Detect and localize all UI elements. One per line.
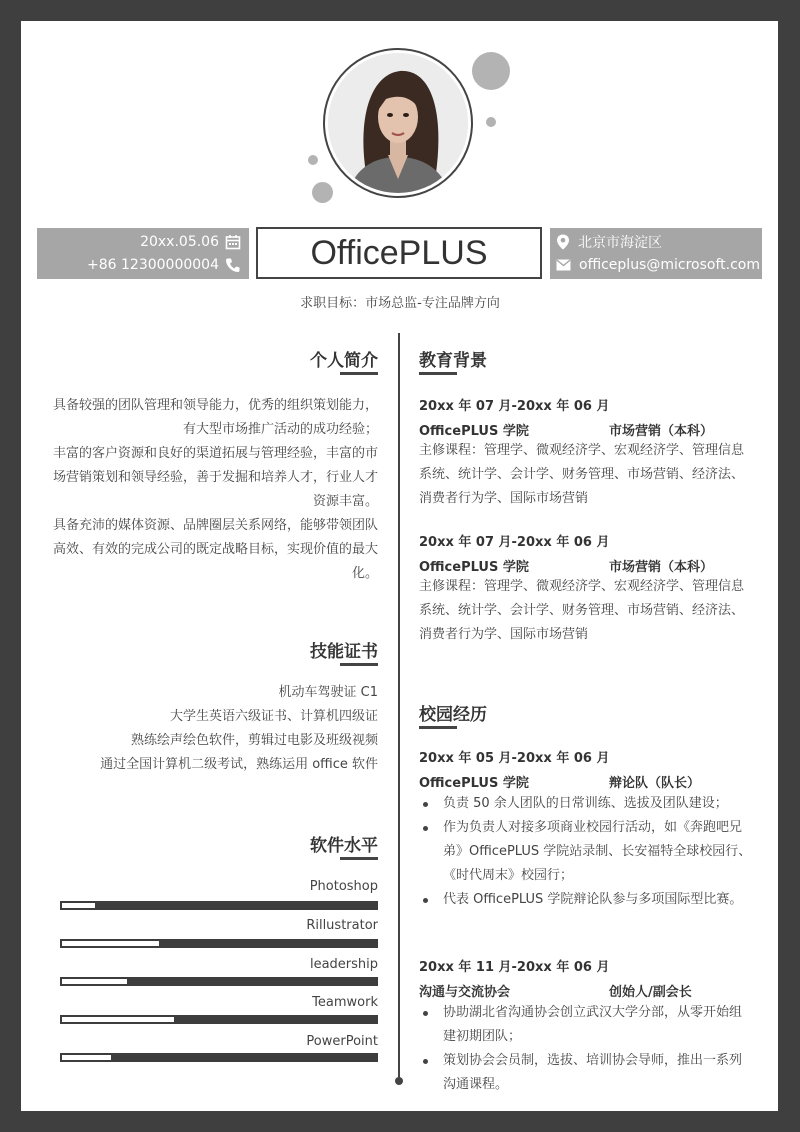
job-target: 求职目标：市场总监-专注品牌方向: [300, 296, 500, 311]
skill-bar: [60, 901, 378, 910]
section-title-intro: 个人简介: [310, 351, 378, 371]
contact-bar-right: [550, 228, 762, 279]
campus-bullets: [419, 792, 753, 912]
bullet-item: 策划协会会员制，选拔、培训协会导师，推出一系列沟通课程。: [419, 1049, 753, 1097]
section-title-certs: 技能证书: [310, 642, 378, 662]
skill-name: Photoshop: [309, 879, 378, 894]
campus-bullets: [419, 1001, 753, 1097]
column-divider: [398, 333, 400, 1081]
skill-bar: [60, 977, 378, 986]
section-underline: [419, 726, 457, 729]
bullet-item: 协助湖北省沟通协会创立武汉大学分部，从零开始组建初期团队；: [419, 1001, 753, 1049]
skill-bar: [60, 939, 378, 948]
edu-major: 市场营销（本科）: [609, 424, 714, 439]
cert-item: 熟练绘声绘色软件，剪辑过电影及班级视频: [130, 733, 378, 748]
edu-date: 20xx 年 07 月-20xx 年 06 月: [419, 399, 610, 414]
skill-bar: [60, 1053, 378, 1062]
calendar-icon: [225, 234, 241, 250]
divider-end-dot: [395, 1077, 403, 1085]
skill-bar-fill: [60, 1053, 111, 1062]
section-title-skills: 软件水平: [310, 836, 378, 856]
decor-circle-small: [308, 155, 318, 165]
skill-bar-fill: [60, 901, 95, 910]
campus-org: 沟通与交流协会: [419, 985, 511, 1000]
skill-name: PowerPoint: [306, 1034, 378, 1049]
section-underline: [340, 663, 378, 666]
campus-role: 创始人/副会长: [609, 985, 692, 1000]
skill-bar: [60, 1015, 378, 1024]
location: 北京市海淀区: [578, 235, 662, 251]
contact-bar-left: [37, 228, 249, 279]
section-underline: [340, 372, 378, 375]
edu-course: 主修课程：管理学、微观经济学、宏观经济学、管理信息系统、统计学、会计学、财务管理、市场营销、经济法、消费者行为学、国际市场营销: [419, 579, 745, 642]
education-entry: [419, 395, 753, 511]
portrait-image: [328, 53, 468, 193]
avatar: [328, 53, 468, 193]
campus-role: 辩论队（队长）: [609, 776, 701, 791]
section-underline: [419, 372, 457, 375]
edu-course: 主修课程：管理学、微观经济学、宏观经济学、管理信息系统、统计学、会计学、财务管理、市场营销、经济法、消费者行为学、国际市场营销: [419, 443, 745, 506]
mail-icon: [556, 259, 571, 271]
intro-paragraph: 丰富的客户资源和良好的渠道拓展与管理经验，丰富的市场营销策划和领导经验，善于发掘和培养人才，行业人才资源丰富。: [52, 446, 378, 509]
campus-entry: [419, 956, 753, 1097]
edu-school: OfficePLUS 学院: [419, 560, 529, 575]
edu-major: 市场营销（本科）: [609, 560, 714, 575]
bullet-item: 作为负责人对接多项商业校园行活动，如《奔跑吧兄弟》OfficePLUS 学院站录制、长安福特全球校园行、《时代周末》校园行；: [419, 816, 753, 888]
birth-date: 20xx.05.06: [140, 234, 219, 250]
bullet-item: 负责 50 余人团队的日常训练、选拔及团队建设；: [419, 792, 753, 816]
edu-school: OfficePLUS 学院: [419, 424, 529, 439]
skill-name: Teamwork: [312, 995, 378, 1010]
name-title: OfficePLUS: [256, 227, 542, 279]
decor-circle-medium: [312, 182, 333, 203]
phone-number: +86 12300000004: [87, 257, 219, 273]
campus-date: 20xx 年 11 月-20xx 年 06 月: [419, 960, 610, 975]
cert-item: 通过全国计算机二级考试，熟练运用 office 软件: [100, 757, 378, 772]
location-pin-icon: [556, 234, 570, 250]
skill-bar-fill: [60, 939, 159, 948]
cert-item: 大学生英语六级证书、计算机四级证: [169, 709, 378, 724]
decor-circle-small: [486, 117, 496, 127]
section-title-campus: 校园经历: [419, 705, 487, 725]
education-entry: [419, 531, 753, 647]
skill-bar-fill: [60, 977, 127, 986]
email: officeplus@microsoft.com: [579, 257, 760, 273]
skill-name: Rillustrator: [306, 918, 378, 933]
intro-paragraph: 具备充沛的媒体资源、品牌圈层关系网络，能够带领团队高效、有效的完成公司的既定战略目标，实现价值的最大化。: [52, 518, 378, 581]
intro-paragraph: 具备较强的团队管理和领导能力，优秀的组织策划能力，有大型市场推广活动的成功经验；: [52, 398, 378, 437]
edu-date: 20xx 年 07 月-20xx 年 06 月: [419, 535, 610, 550]
campus-entry: [419, 747, 753, 912]
campus-org: OfficePLUS 学院: [419, 776, 529, 791]
intro-text: [48, 394, 378, 586]
phone-icon: [225, 257, 241, 273]
section-title-education: 教育背景: [419, 351, 487, 371]
cert-item: 机动车驾驶证 C1: [278, 685, 378, 700]
bullet-item: 代表 OfficePLUS 学院辩论队参与多项国际型比赛。: [419, 888, 753, 912]
decor-circle-large: [472, 52, 510, 90]
skill-bar-fill: [60, 1015, 174, 1024]
section-underline: [340, 857, 378, 860]
cert-list: [48, 681, 378, 777]
skill-name: leadership: [309, 957, 378, 972]
campus-date: 20xx 年 05 月-20xx 年 06 月: [419, 751, 610, 766]
